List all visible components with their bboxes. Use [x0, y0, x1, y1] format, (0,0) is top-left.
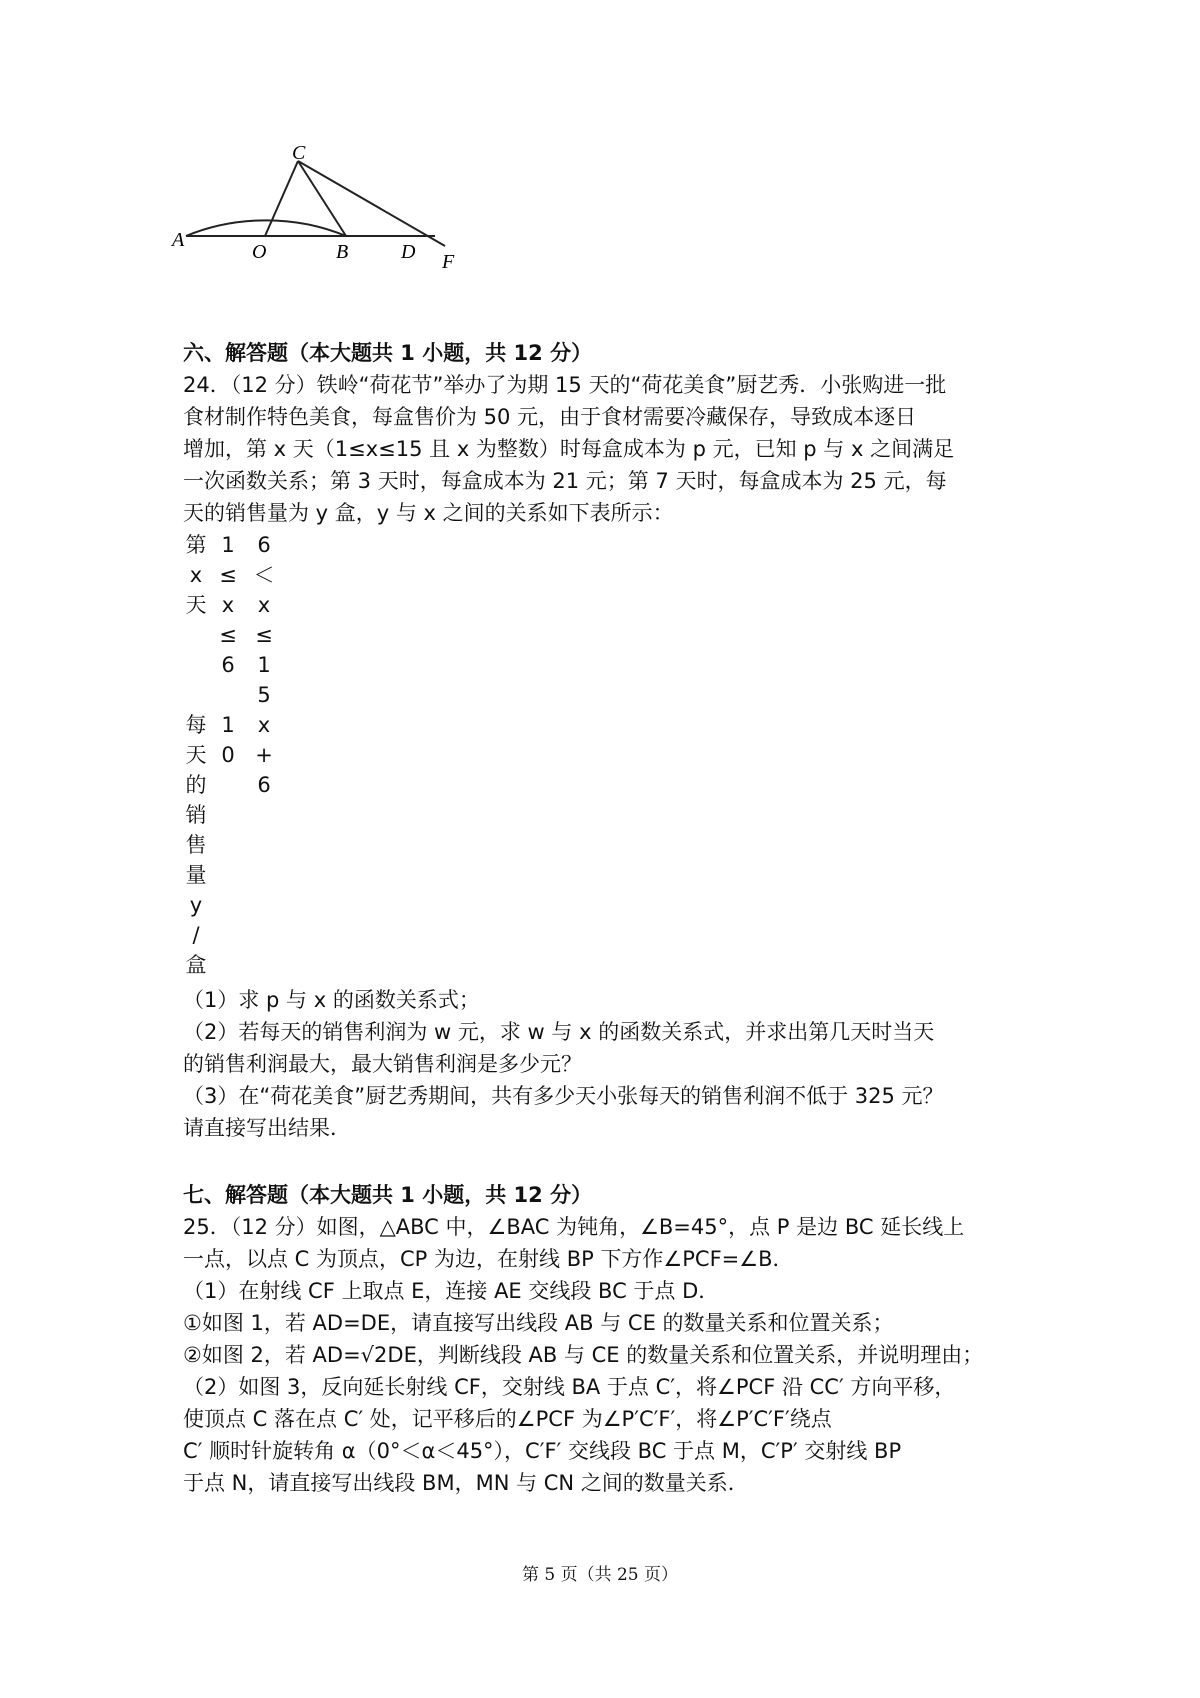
q25-line-5: ②如图 2，若 AD=√2DE，判断线段 AB 与 CE 的数量关系和位置关系，并说明理由；	[183, 1343, 984, 1367]
q24-line-3: 增加，第 x 天（1≤x≤15 且 x 为整数）时每盒成本为 p 元，已知 p 与 x 之间满足	[183, 437, 955, 461]
q24-sub-5: 请直接写出结果．	[183, 1116, 351, 1140]
geometry-figure	[170, 140, 500, 285]
table-column-2: 1 ≤ x ≤ 6 1 0	[219, 533, 237, 767]
label-F: F	[442, 251, 455, 273]
q24-sub-2: （2）若每天的销售利润为 w 元，求 w 与 x 的函数关系式，并求出第几天时当天	[183, 1020, 935, 1044]
q25-line-2: 一点，以点 C 为顶点，CP 为边，在射线 BP 下方作∠PCF=∠B．	[183, 1247, 794, 1271]
label-B: B	[336, 241, 349, 263]
q25-line-4: ①如图 1，若 AD=DE，请直接写出线段 AB 与 CE 的数量关系和位置关系；	[183, 1311, 894, 1335]
q24-sub-4: （3）在“荷花美食”厨艺秀期间，共有多少天小张每天的销售利润不低于 325 元？	[183, 1084, 944, 1108]
q25-line-1: 25．（12 分）如图，△ABC 中，∠BAC 为钝角，∠B=45°，点 P 是边 BC 延长线上	[183, 1215, 965, 1239]
table-column-1: 第 x 天 每 天 的 销 售 量 y / 盒	[185, 533, 207, 977]
q24-line-1: 24．（12 分）铁岭“荷花节”举办了为期 15 天的“荷花美食”厨艺秀．小张购进一批	[183, 373, 947, 397]
q25-line-3: （1）在射线 CF 上取点 E，连接 AE 交线段 BC 于点 D．	[183, 1279, 720, 1303]
label-O: O	[252, 241, 267, 263]
q25-line-9: 于点 N，请直接写出线段 BM，MN 与 CN 之间的数量关系．	[183, 1471, 749, 1495]
section-7-heading: 七、解答题（本大题共 1 小题，共 12 分）	[183, 1183, 593, 1207]
section-6-heading: 六、解答题（本大题共 1 小题，共 12 分）	[183, 341, 593, 365]
label-C: C	[292, 142, 306, 164]
q24-sub-3: 的销售利润最大，最大销售利润是多少元？	[183, 1052, 582, 1076]
q24-line-2: 食材制作特色美食，每盒售价为 50 元，由于食材需要冷藏保存，导致成本逐日	[183, 405, 917, 429]
table-column-3: 6 ＜ x ≤ 1 5 x + 6	[253, 533, 275, 797]
q25-line-8: C′ 顺时针旋转角 α（0°＜α＜45°），C′F′ 交线段 BC 于点 M，C′P′ 交射线 BP	[183, 1439, 902, 1463]
q25-line-6: （2）如图 3，反向延长射线 CF，交射线 BA 于点 C′，将∠PCF 沿 CC′ 方向平移，	[183, 1375, 956, 1399]
q25-line-7: 使顶点 C 落在点 C′ 处，记平移后的∠PCF 为∠P′C′F′，将∠P′C′F′绕点	[183, 1407, 832, 1431]
page-footer: 第 5 页（共 25 页）	[521, 1565, 679, 1585]
q24-sub-1: （1）求 p 与 x 的函数关系式；	[183, 988, 480, 1012]
label-D: D	[401, 241, 416, 263]
q24-line-5: 天的销售量为 y 盒，y 与 x 之间的关系如下表所示：	[183, 501, 674, 525]
label-A: A	[172, 229, 185, 251]
q24-line-4: 一次函数关系；第 3 天时，每盒成本为 21 元；第 7 天时，每盒成本为 25 元，每	[183, 469, 947, 493]
